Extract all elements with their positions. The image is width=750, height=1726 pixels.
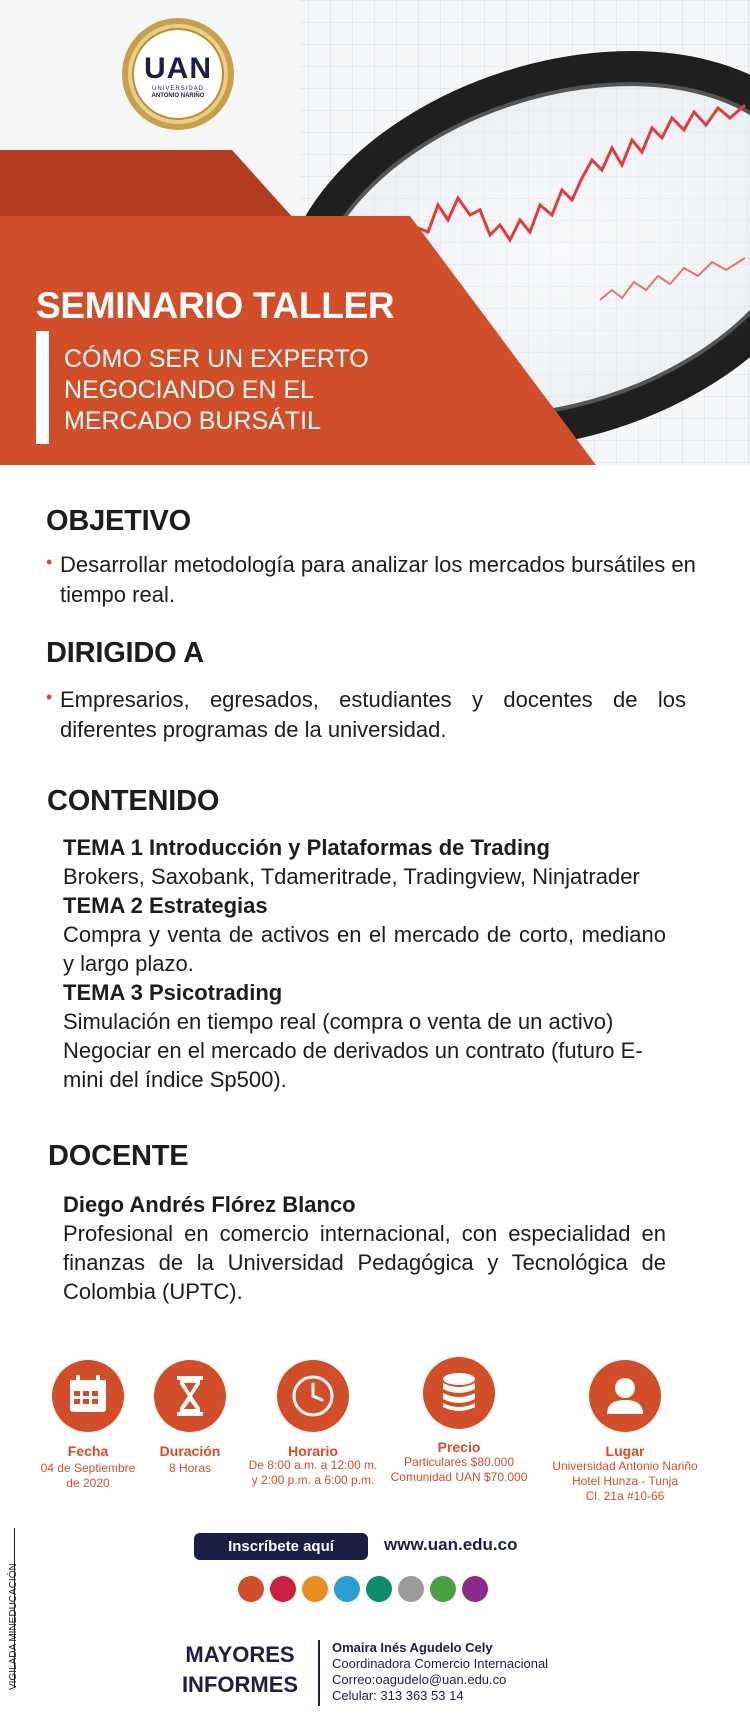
lugar-line: Universidad Antonio Nariño	[552, 1459, 698, 1473]
docente-name: Diego Andrés Flórez Blanco	[63, 1192, 356, 1217]
color-dot	[238, 1576, 264, 1602]
tema3-text2: Negociar en el mercado de derivados un contrato (futuro E-mini del índice Sp500).	[63, 1038, 643, 1092]
mayores-informes	[170, 1640, 310, 1700]
fecha-label: Fecha	[67, 1443, 109, 1459]
hero-subtitle-line: NEGOCIANDO EN EL	[64, 376, 315, 404]
precio-value	[384, 1455, 534, 1485]
objetivo-text: Desarrollar metodología para analizar los mercados bursátiles en tiempo real.	[60, 552, 696, 607]
hero-title: SEMINARIO TALLER	[36, 285, 395, 326]
hero-accent-bar	[36, 331, 49, 444]
color-dot	[366, 1576, 392, 1602]
contenido-block	[63, 833, 666, 1094]
dirigido-item	[46, 685, 686, 745]
hero-subtitle-line: MERCADO BURSÁTIL	[64, 407, 321, 435]
duracion-circle	[154, 1360, 226, 1432]
color-dot	[270, 1576, 296, 1602]
objetivo-item	[46, 550, 710, 610]
contenido-heading: CONTENIDO	[47, 785, 220, 817]
hero-banner	[0, 0, 750, 465]
fecha-line: de 2020	[66, 1476, 110, 1490]
coins-icon	[423, 1357, 495, 1429]
contact-phone: Celular: 313 363 53 14	[332, 1688, 464, 1703]
duracion-value	[124, 1461, 256, 1476]
website-link[interactable]: www.uan.edu.co	[384, 1535, 518, 1554]
precio-line: Comunidad UAN $70.000	[390, 1470, 528, 1484]
color-dot	[334, 1576, 360, 1602]
hero-subtitle-line: CÓMO SER UN EXPERTO	[64, 345, 369, 373]
horario-circle	[277, 1360, 349, 1432]
color-dot	[462, 1576, 488, 1602]
tema2-text: Compra y venta de activos en el mercado de corto, mediano y largo plazo.	[63, 922, 666, 976]
person-icon	[589, 1360, 661, 1432]
logo-letters: UAN	[144, 52, 212, 85]
docente-block	[63, 1190, 666, 1306]
lugar-line: Cl. 21a #10-66	[585, 1489, 665, 1503]
objetivo-heading: OBJETIVO	[46, 505, 192, 537]
horario-line: De 8:00 a.m. a 12:00 m.	[248, 1458, 378, 1472]
hourglass-icon	[154, 1360, 226, 1432]
fecha-circle	[52, 1360, 124, 1432]
tema3-title: TEMA 3 Psicotrading	[63, 980, 283, 1005]
horario-line: y 2:00 p.m. a 6:00 p.m.	[251, 1473, 375, 1487]
lugar-label: Lugar	[605, 1443, 645, 1459]
tema3-text1: Simulación en tiempo real (compra o venta de un activo)	[63, 1009, 614, 1034]
duracion-line: 8 Horas	[168, 1461, 212, 1475]
fecha-line: 04 de Septiembre	[40, 1461, 136, 1475]
hero-subtitle	[64, 344, 504, 437]
mayores-line: MAYORES	[185, 1642, 295, 1667]
contact-email[interactable]: Correo:oagudelo@uan.edu.co	[332, 1672, 507, 1687]
lugar-circle	[589, 1360, 661, 1432]
mayores-line: INFORMES	[181, 1672, 299, 1697]
lugar-value	[545, 1459, 705, 1504]
horario-label: Horario	[288, 1443, 338, 1459]
horario-value	[238, 1458, 388, 1488]
lugar-line: Hotel Hunza - Tunja	[571, 1474, 679, 1488]
contact-info	[332, 1640, 548, 1704]
vigilada-label: VIGILADA MINEDUCACIÓN	[8, 1563, 19, 1690]
color-dot	[302, 1576, 328, 1602]
tema1-text: Brokers, Saxobank, Tdameritrade, Tradingview, Ninjatrader	[63, 864, 640, 889]
color-dot	[398, 1576, 424, 1602]
inscribete-button[interactable]: Inscríbete aquí	[194, 1533, 368, 1560]
bullet-dot-icon: •	[46, 687, 53, 707]
contact-role: Coordinadora Comercio Internacional	[332, 1656, 549, 1671]
precio-circle	[423, 1357, 495, 1429]
dirigido-heading: DIRIGIDO A	[46, 637, 205, 669]
clock-icon	[277, 1360, 349, 1432]
dirigido-text: Empresarios, egresados, estudiantes y docentes de los diferentes programas de la universidad.	[60, 687, 686, 742]
color-dot	[430, 1576, 456, 1602]
tema1-title: TEMA 1 Introducción y Plataformas de Trading	[63, 835, 550, 860]
precio-line: Particulares $80.000	[403, 1455, 515, 1469]
tema2-title: TEMA 2 Estrategias	[63, 893, 268, 918]
duracion-label: Duración	[159, 1443, 221, 1459]
bullet-dot-icon: •	[46, 552, 53, 572]
calendar-icon	[52, 1360, 124, 1432]
footer-divider	[318, 1640, 320, 1706]
logo-line1: UNIVERSIDAD	[151, 86, 204, 92]
docente-heading: DOCENTE	[48, 1140, 189, 1172]
logo-line2: ANTONIO NARIÑO	[151, 93, 205, 99]
contact-name: Omaira Inés Agudelo Cely	[332, 1640, 493, 1655]
docente-bio: Profesional en comercio internacional, con especialidad en finanzas de la Universidad Pedagógica y Tecnológica de Colombia (UPTC).	[63, 1221, 666, 1304]
precio-label: Precio	[437, 1439, 481, 1455]
